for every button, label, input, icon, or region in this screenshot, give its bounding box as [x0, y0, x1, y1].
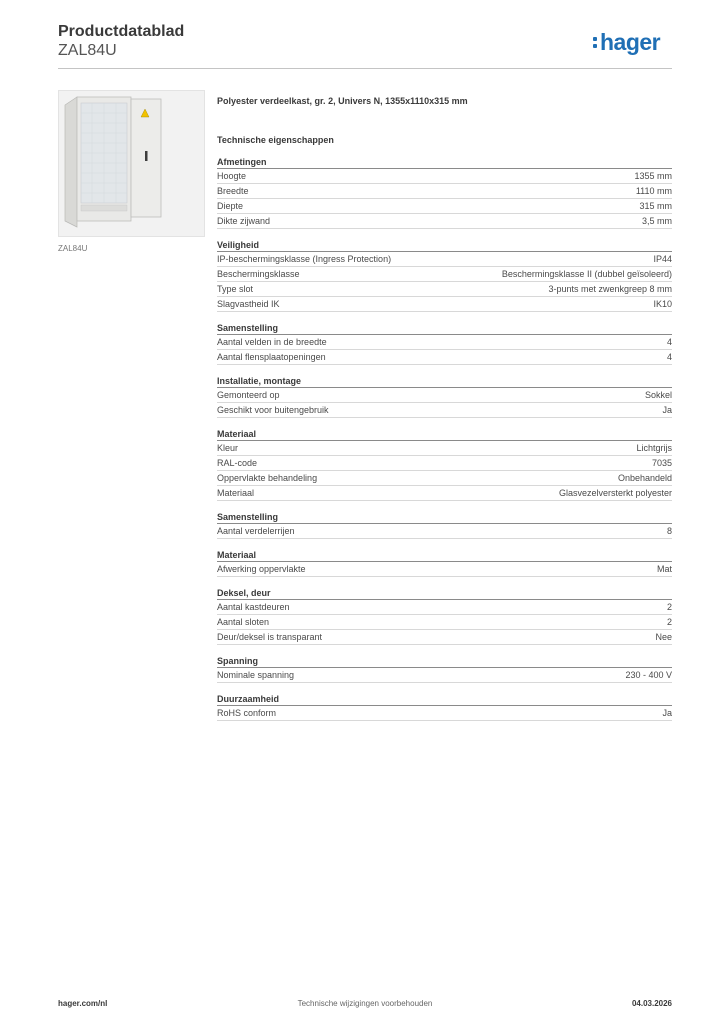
property-value: 4: [666, 337, 672, 347]
section-title: Spanning: [217, 655, 672, 668]
property-label: Slagvastheid IK: [217, 299, 280, 309]
property-value: 230 - 400 V: [625, 670, 672, 680]
property-value: IP44: [653, 254, 672, 264]
property-row: [217, 668, 672, 683]
property-row: [217, 214, 672, 229]
document-header: [58, 22, 184, 60]
property-label: Breedte: [217, 186, 249, 196]
section-title: Deksel, deur: [217, 587, 672, 600]
page-footer: [58, 998, 672, 1010]
property-row: [217, 486, 672, 501]
property-label: Aantal verdelerrijen: [217, 526, 295, 536]
property-row: [217, 297, 672, 312]
property-label: Materiaal: [217, 488, 255, 498]
property-value: IK10: [653, 299, 672, 309]
section-title: Samenstelling: [217, 511, 672, 524]
distribution-cabinet-image: [59, 91, 204, 236]
logo-dots-icon: [593, 35, 597, 49]
section-title: Materiaal: [217, 428, 672, 441]
property-label: RAL-code: [217, 458, 258, 468]
property-value: 8: [666, 526, 672, 536]
property-row: [217, 184, 672, 199]
section-title: Duurzaamheid: [217, 693, 672, 706]
property-value: Glasvezelversterkt polyester: [558, 488, 672, 498]
property-value: 2: [666, 602, 672, 612]
property-label: Gemonteerd op: [217, 390, 280, 400]
property-row: [217, 456, 672, 471]
spec-section: [217, 587, 672, 645]
property-row: [217, 267, 672, 282]
property-label: Geschikt voor buitengebruik: [217, 405, 329, 415]
property-value: Nee: [655, 632, 672, 642]
header-divider: [58, 68, 672, 69]
property-row: [217, 471, 672, 486]
property-value: Lichtgrijs: [636, 443, 672, 453]
section-title: Installatie, montage: [217, 375, 672, 388]
property-row: [217, 615, 672, 630]
property-row: [217, 600, 672, 615]
image-caption: ZAL84U: [58, 244, 88, 253]
footer-disclaimer: Technische wijzigingen voorbehouden: [297, 999, 433, 1008]
property-label: RoHS conform: [217, 708, 277, 718]
spec-section: [217, 549, 672, 577]
property-row: [217, 199, 672, 214]
property-value: Ja: [662, 405, 672, 415]
property-value: 4: [666, 352, 672, 362]
property-value: Sokkel: [644, 390, 672, 400]
property-label: Afwerking oppervlakte: [217, 564, 306, 574]
section-title: Afmetingen: [217, 156, 672, 169]
property-value: Mat: [656, 564, 672, 574]
spec-section: [217, 655, 672, 683]
property-row: [217, 350, 672, 365]
footer-website-link[interactable]: hager.com/nl: [58, 999, 108, 1008]
spec-section: [217, 239, 672, 312]
technical-properties-heading: Technische eigenschappen: [217, 135, 334, 145]
property-label: Aantal velden in de breedte: [217, 337, 327, 347]
property-row: [217, 562, 672, 577]
property-label: Aantal flensplaatopeningen: [217, 352, 326, 362]
product-description: Polyester verdeelkast, gr. 2, Univers N, 1355x1110x315 mm: [217, 96, 468, 106]
property-label: IP-beschermingsklasse (Ingress Protection): [217, 254, 392, 264]
property-row: [217, 403, 672, 418]
property-label: Nominale spanning: [217, 670, 295, 680]
property-label: Kleur: [217, 443, 239, 453]
property-row: [217, 252, 672, 267]
property-value: Beschermingsklasse II (dubbel geïsoleerd): [501, 269, 672, 279]
product-image: [58, 90, 205, 237]
section-title: Materiaal: [217, 549, 672, 562]
spec-section: [217, 322, 672, 365]
property-value: 7035: [651, 458, 672, 468]
spec-section: [217, 156, 672, 229]
product-code: ZAL84U: [58, 42, 117, 59]
property-row: [217, 706, 672, 721]
logo-text: hager: [600, 29, 661, 55]
property-value: 315 mm: [639, 201, 672, 211]
property-row: [217, 524, 672, 539]
section-title: Veiligheid: [217, 239, 672, 252]
property-row: [217, 441, 672, 456]
property-row: [217, 630, 672, 645]
spec-sections: [217, 156, 672, 721]
document-title: Productdatablad: [58, 23, 185, 40]
spec-section: [217, 375, 672, 418]
property-label: Hoogte: [217, 171, 247, 181]
property-label: Type slot: [217, 284, 254, 294]
spec-section: [217, 428, 672, 501]
property-value: 2: [666, 617, 672, 627]
property-value: 1355 mm: [634, 171, 672, 181]
property-label: Beschermingsklasse: [217, 269, 300, 279]
property-label: Oppervlakte behandeling: [217, 473, 318, 483]
property-value: Ja: [662, 708, 672, 718]
property-value: 1110 mm: [635, 186, 672, 196]
property-row: [217, 282, 672, 297]
property-value: 3,5 mm: [641, 216, 672, 226]
property-label: Aantal sloten: [217, 617, 270, 627]
property-label: Deur/deksel is transparant: [217, 632, 323, 642]
hager-logo: [593, 30, 660, 54]
property-value: Onbehandeld: [617, 473, 672, 483]
footer-date: 04.03.2026: [631, 999, 672, 1008]
section-title: Samenstelling: [217, 322, 672, 335]
spec-section: [217, 693, 672, 721]
product-specifications: [217, 95, 672, 721]
property-value: 3-punts met zwenkgreep 8 mm: [548, 284, 672, 294]
property-label: Dikte zijwand: [217, 216, 271, 226]
property-label: Aantal kastdeuren: [217, 602, 290, 612]
property-row: [217, 169, 672, 184]
property-row: [217, 388, 672, 403]
property-row: [217, 335, 672, 350]
spec-section: [217, 511, 672, 539]
property-label: Diepte: [217, 201, 244, 211]
